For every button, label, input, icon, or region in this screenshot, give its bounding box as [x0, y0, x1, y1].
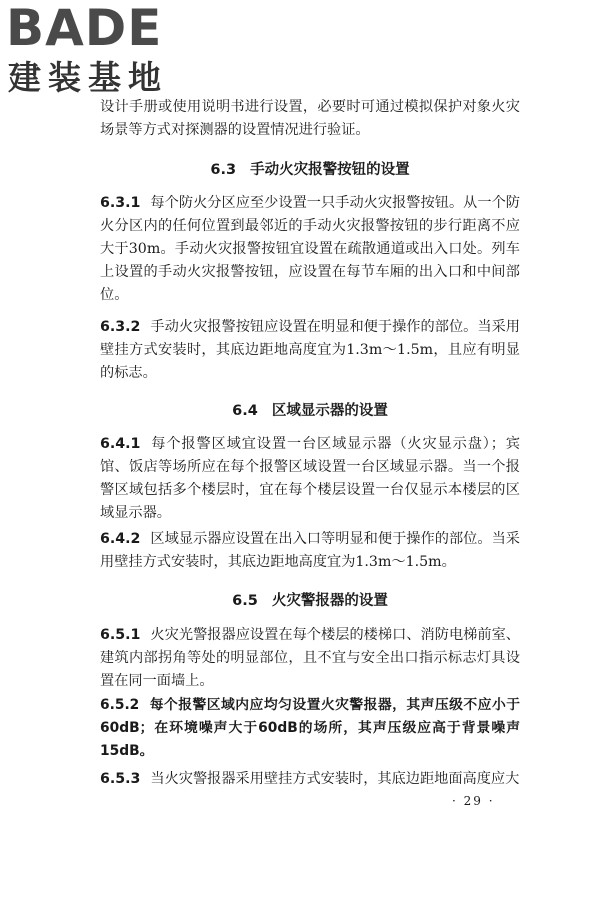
section-heading-6-4	[100, 400, 520, 422]
clause-number: 6.4.2	[100, 531, 141, 547]
clause-text: 手动火灾报警按钮应设置在明显和便于操作的部位。当采用壁挂方式安装时，其底边距地高度宜为1.3m～1.5m，且应有明显的标志。	[100, 319, 520, 381]
page-number: · 29 ·	[452, 794, 495, 808]
clause-text: 区域显示器应设置在出入口等明显和便于操作的部位。当采用壁挂方式安装时，其底边距地高度宜为1.3m～1.5m。	[100, 531, 520, 570]
clause-6-5-1	[100, 624, 520, 693]
clause-text: 每个报警区域内应均匀设置火灾警报器，其声压级不应小于60dB；在环境噪声大于60dB的场所，其声压级应高于背景噪声15dB。	[100, 697, 520, 759]
clause-text: 每个报警区域宜设置一台区域显示器（火灾显示盘）；宾馆、饭店等场所应在每个报警区域设置一台区域显示器。当一个报警区域包括多个楼层时，宜在每个楼层设置一台仅显示本楼层的区域显示器。	[100, 436, 520, 521]
section-heading-6-5	[100, 590, 520, 612]
clause-text: 火灾光警报器应设置在每个楼层的楼梯口、消防电梯前室、建筑内部拐角等处的明显部位，且不宜与安全出口指示标志灯具设置在同一面墙上。	[100, 627, 520, 689]
clause-number: 6.5.3	[100, 771, 141, 787]
clause-6-5-2	[100, 694, 520, 763]
clause-6-5-3	[100, 768, 520, 791]
section-title: 火灾警报器的设置	[271, 593, 388, 609]
section-number: 6.4	[232, 403, 258, 419]
section-heading-6-3	[100, 159, 520, 181]
clause-text: 当火灾警报器采用壁挂方式安装时，其底边距地面高度应大	[150, 771, 520, 787]
section-number: 6.3	[210, 162, 237, 178]
logo-subtitle: 建装基地	[8, 58, 168, 97]
intro-paragraph: 设计手册或使用说明书进行设置，必要时可通过模拟保护对象火灾场景等方式对探测器的设置情况进行验证。	[100, 99, 520, 138]
logo-brand: BADE	[6, 0, 163, 57]
clause-number: 6.3.2	[100, 319, 141, 335]
clause-6-3-2	[100, 316, 520, 385]
clause-number: 6.5.2	[100, 697, 140, 713]
clause-6-4-1	[100, 433, 520, 525]
clause-number: 6.4.1	[100, 436, 141, 452]
clause-6-4-2	[100, 528, 520, 574]
section-title: 手动火灾报警按钮的设置	[250, 162, 410, 178]
bade-logo	[6, 2, 176, 102]
section-title: 区域显示器的设置	[271, 403, 388, 419]
clause-number: 6.3.1	[100, 195, 141, 211]
clause-6-3-1	[100, 192, 520, 307]
clause-text: 每个防火分区应至少设置一只手动火灾报警按钮。从一个防火分区内的任何位置到最邻近的手动火灾报警按钮的步行距离不应大于30m。手动火灾报警按钮宜设置在疏散通道或出入口处。列车上设置的手动火灾报警按钮，应设置在每节车厢的出入口和中间部位。	[100, 195, 520, 303]
clause-number: 6.5.1	[100, 627, 141, 643]
section-number: 6.5	[232, 593, 258, 609]
